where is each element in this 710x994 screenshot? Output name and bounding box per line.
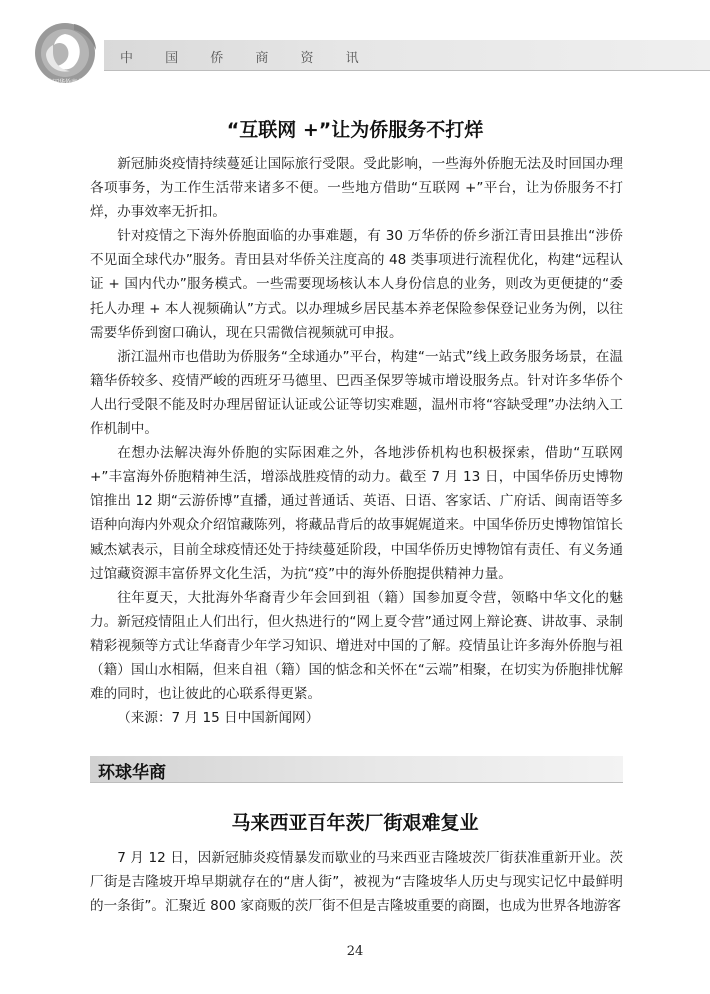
article-paragraph: 新冠肺炎疫情持续蔓延让国际旅行受限。受此影响，一些海外侨胞无法及时回国办理各项事务，为工作生活带来诸多不便。一些地方借助“互联网 +”平台，让为侨服务不打烊，办事效率无折扣。 xyxy=(90,156,623,221)
section-header xyxy=(90,756,623,783)
article-paragraph: 在想办法解决海外侨胞的实际困难之外，各地涉侨机构也积极探索，借助“互联网 +”丰富海外侨胞精神生活，增添战胜疫情的动力。截至 7 月 13 日，中国华侨历史博物馆推出 12 期“云游侨博”直播，通过普通话、英语、日语、客家话、广府话、闽南语等多语种向海内外观众介绍馆藏陈列，将藏品背后的故事娓娓道来。中国华侨历史博物馆馆长臧杰斌表示，目前全球疫情还处于持续蔓延阶段，中国华侨历史博物馆有责任、有义务通过馆藏资源丰富侨界文化生活，为抗“疫”中的海外侨胞提供精神力量。 xyxy=(90,445,623,582)
article-source: （来源：7 月 15 日中国新闻网） xyxy=(117,710,320,727)
article-body xyxy=(90,152,623,730)
page-number: 24 xyxy=(346,944,364,959)
section-title: 环球华商 xyxy=(98,763,166,783)
article-title: 马来西亚百年茨厂街艰难复业 xyxy=(231,812,479,834)
article-paragraph: 7 月 12 日，因新冠肺炎疫情暴发而歇业的马来西亚吉隆坡茨厂街获准重新开业。茨厂街是吉隆坡开埠早期就存在的“唐人街”，被视为“吉隆坡华人历史与现实记忆中最鲜明的一条街”。汇聚近 800 家商贩的茨厂街不但是吉隆坡重要的商圈，也成为世界各地游客 xyxy=(90,850,623,915)
logo xyxy=(26,14,104,92)
logo-text: 中国华侨商会 xyxy=(46,79,84,86)
article-body xyxy=(90,846,623,918)
article-title: “互联网 +”让为侨服务不打烊 xyxy=(226,119,484,141)
article-paragraph: 浙江温州市也借助为侨服务“全球通办”平台，构建“一站式”线上政务服务场景，在温籍华侨较多、疫情严峻的西班牙马德里、巴西圣保罗等城市增设服务点。针对许多华侨个人出行受限不能及时办理居留证认证或公证等切实难题，温州市将“容缺受理”办法纳入工作机制中。 xyxy=(90,348,623,438)
article-paragraph: 往年夏天，大批海外华裔青少年会回到祖（籍）国参加夏令营，领略中华文化的魅力。新冠疫情阻止人们出行，但火热进行的“网上夏令营”通过网上辩论赛、讲故事、录制精彩视频等方式让华裔青少年学习知识、增进对中国的了解。疫情虽让许多海外侨胞与祖（籍）国山水相隔，但来自祖（籍）国的惦念和关怀在“云端”相聚，在切实为侨胞排忧解难的同时，也让彼此的心联系得更紧。 xyxy=(90,589,623,703)
logo-emblem-icon xyxy=(26,14,104,92)
header-divider xyxy=(104,70,710,71)
header-banner-text: 中 国 侨 商 资 讯 xyxy=(120,51,373,66)
article-paragraph: 针对疫情之下海外侨胞面临的办事难题，有 30 万华侨的侨乡浙江青田县推出“涉侨不见面全球代办”服务。青田县对华侨关注度高的 48 类事项进行流程优化，构建“远程认证 + 国内代办”服务模式。一些需要现场核认本人身份信息的业务，则改为更便捷的“委托人办理 + 本人视频确认”方式。以办理城乡居民基本养老保险参保登记业务为例，以往需要华侨到窗口确认，现在只需微信视频就可申报。 xyxy=(90,228,623,341)
